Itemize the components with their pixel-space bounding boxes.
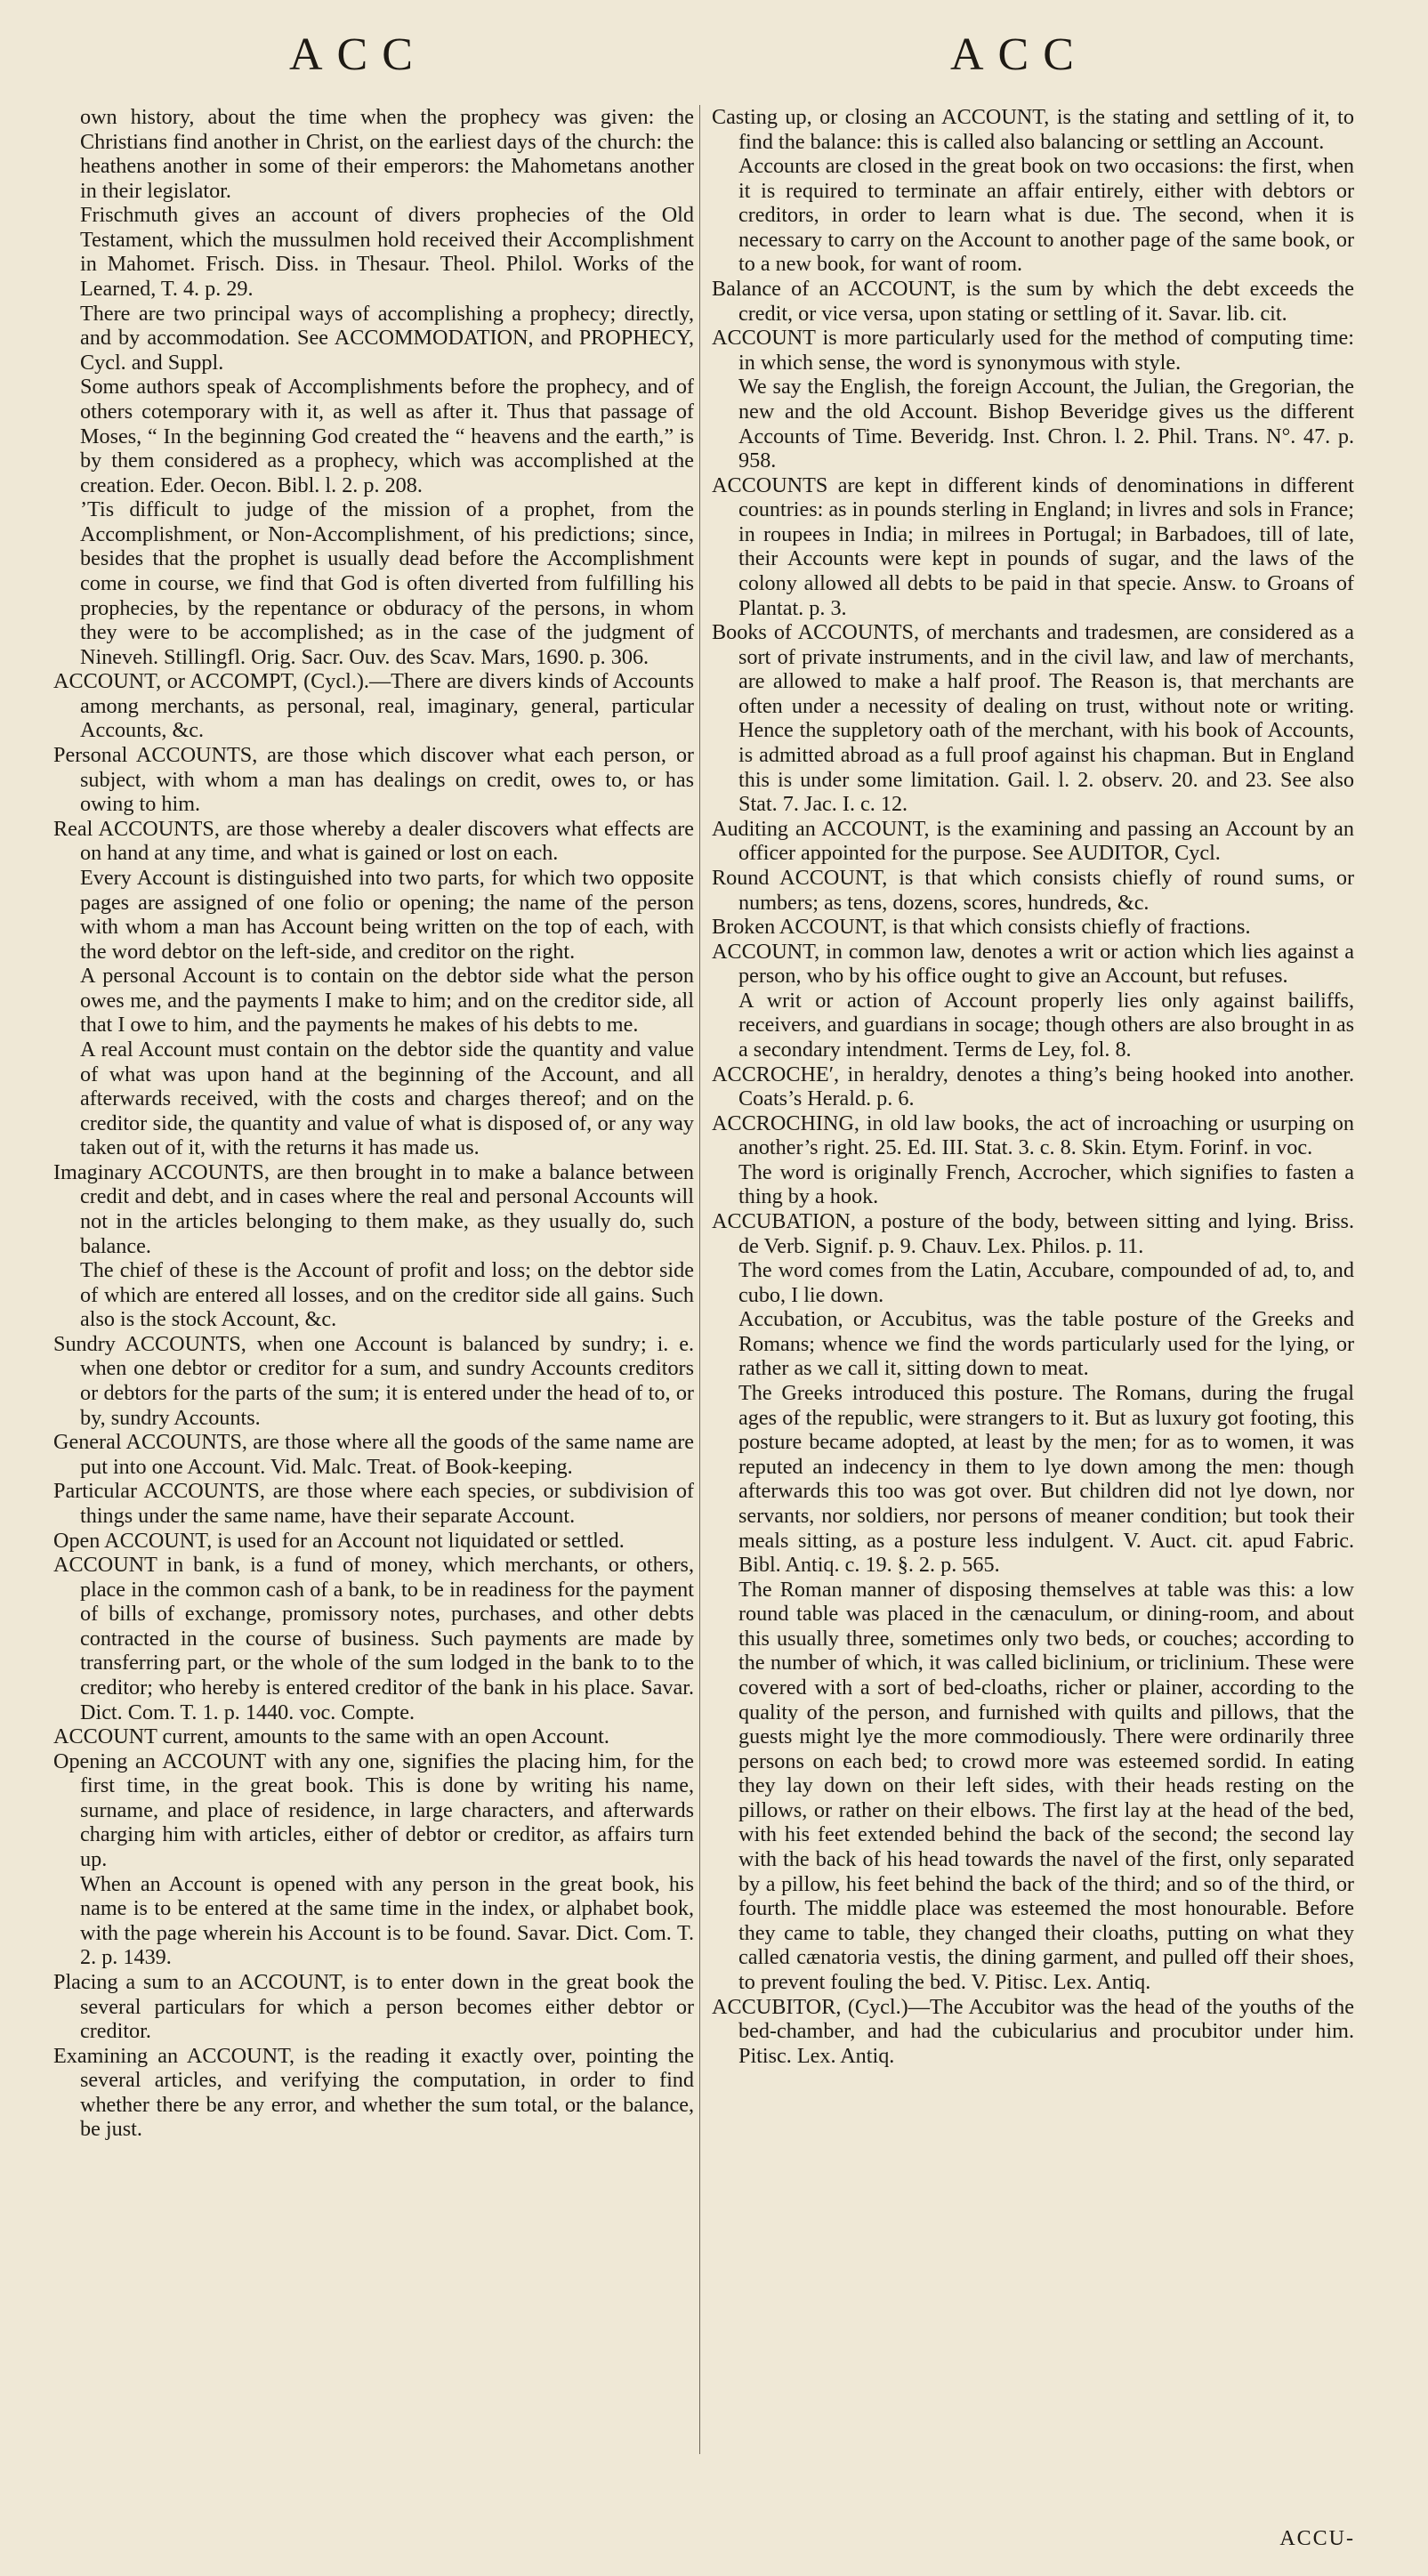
entry-paragraph: Some authors speak of Accomplishments before the prophecy, and of others cotemporary with it, as well as after it. Thus that passage of Moses, “ In the beginning God created the “ heavens and the earth,” is by them considered as a prophecy, which was accomplished at the creation. Eder. Oecon. Bibl. l. 2. p. 208. <box>80 375 694 497</box>
dictionary-entry: ACCUBATION, a posture of the body, between sitting and lying. Briss. de Verb. Signif. p. 9. Chauv. Lex. Philos. p. 11. <box>712 1209 1354 1258</box>
entry-paragraph: A real Account must contain on the debtor side the quantity and value of what was upon hand at the beginning of the Account, and all afterwards received, with the costs and charges thereof; and on the creditor side, the quantity and value of what is disposed of, or any way taken out of it, with the returns it has made us. <box>80 1037 694 1160</box>
entry-paragraph: Accounts are closed in the great book on two occasions: the first, when it is required to terminate an affair entirely, either with debtors or creditors, in order to learn what is due. The second, when it is necessary to carry on the Account to another page of the same book, or to a new book, for want of room. <box>738 154 1354 277</box>
entry-paragraph: A personal Account is to contain on the debtor side what the person owes me, and the payments I make to him; and on the creditor side, all that I owe to him, and the payments he makes of his debts to me. <box>80 964 694 1038</box>
dictionary-entry: ACCOUNT, in common law, denotes a writ or action which lies against a person, who by his office ought to give an Account, but refuses. <box>712 939 1354 989</box>
catchword: ACCU- <box>1279 2527 1355 2550</box>
dictionary-entry: Casting up, or closing an ACCOUNT, is the stating and settling of it, to find the balance: this is called also balancing or settling an Account. <box>712 105 1354 154</box>
entry-paragraph: Frischmuth gives an account of divers prophecies of the Old Testament, which the mussulmen hold received their Accomplishment in Mahomet. Frisch. Diss. in Thesaur. Theol. Philol. Works of the Learned, T. 4. p. 29. <box>80 203 694 302</box>
dictionary-entry: ACCROCHE′, in heraldry, denotes a thing’s being hooked into another. Coats’s Herald. p. 6. <box>712 1062 1354 1111</box>
dictionary-entry: Personal ACCOUNTS, are those which discover what each person, or subject, with whom a man has dealings on credit, owes to, or has owing to him. <box>53 743 694 817</box>
entry-paragraph: The chief of these is the Account of profit and loss; on the debtor side of which are entered all losses, and on the creditor side all gains. Such also is the stock Account, &c. <box>80 1258 694 1332</box>
dictionary-entry: ACCUBITOR, (Cycl.)—The Accubitor was the head of the youths of the bed-chamber, and had the cubicularius and procubitor under him. Pitisc. Lex. Antiq. <box>712 1994 1354 2068</box>
entry-paragraph: ’Tis difficult to judge of the mission of a prophet, from the Accomplishment, or Non-Accomplishment, of his predictions; since, besides that the prophet is usually dead before the Accomplishment come in course, we find that God is often diverted from fulfilling his prophecies, by the repentance or obduracy of the persons, in whom they were to be accomplished; as in the case of the judgment of Nineveh. Stillingfl. Orig. Sacr. Ouv. des Scav. Mars, 1690. p. 306. <box>80 497 694 669</box>
dictionary-entry: Open ACCOUNT, is used for an Account not liquidated or settled. <box>53 1528 625 1553</box>
dictionary-entry: Real ACCOUNTS, are those whereby a dealer discovers what effects are on hand at any time, and what is gained or lost on each. <box>53 816 694 866</box>
dictionary-entry: Particular ACCOUNTS, are those where each species, or subdivision of things under the same name, have their separate Account. <box>53 1479 694 1528</box>
dictionary-entry: Imaginary ACCOUNTS, are then brought in to make a balance between credit and debt, and in cases where the real and personal Accounts will not in the articles belonging to them make, as they usually do, such balance. <box>53 1159 694 1258</box>
running-head-right: ACC <box>950 29 1088 80</box>
entry-paragraph: We say the English, the foreign Account, the Julian, the Gregorian, the new and the old Account. Bishop Beveridge gives us the different Accounts of Time. Beveridg. Inst. Chron. l. 2. Phil. Trans. N°. 47. p. 958. <box>738 375 1354 473</box>
dictionary-entry: Sundry ACCOUNTS, when one Account is balanced by sundry; i. e. when one debtor or creditor for a sum, and sundry Accounts creditors or debtors for the parts of the sum; it is entered under the head of to, or by, sundry Accounts. <box>53 1331 694 1430</box>
entry-paragraph: When an Account is opened with any person in the great book, his name is to be entered at the same time in the index, or alphabet book, with the page wherein his Account is to be found. Savar. Dict. Com. T. 2. p. 1439. <box>80 1871 694 1970</box>
dictionary-entry: Opening an ACCOUNT with any one, signifies the placing him, for the first time, in the great book. This is done by writing his name, surname, and place of residence, in large characters, and afterwards charging him with articles, either of debtor or creditor, as affairs turn up. <box>53 1748 694 1872</box>
dictionary-entry: ACCROCHING, in old law books, the act of incroaching or usurping on another’s right. 25. Ed. III. Stat. 3. c. 8. Skin. Etym. Forinf. in voc. <box>712 1110 1354 1160</box>
left-column <box>53 105 694 2142</box>
entry-paragraph: The word is originally French, Accrocher, which signifies to fasten a thing by a hook. <box>738 1159 1354 1209</box>
dictionary-entry: Auditing an ACCOUNT, is the examining and passing an Account by an officer appointed for the purpose. See AUDITOR, Cycl. <box>712 816 1354 866</box>
entry-paragraph: own history, about the time when the prophecy was given: the Christians find another in Christ, on the earliest days of the church: the heathens another in some of their emperors: the Mahometans another in their legislator. <box>80 105 694 203</box>
dictionary-entry: General ACCOUNTS, are those where all the goods of the same name are put into one Account. Vid. Malc. Treat. of Book-keeping. <box>53 1430 694 1479</box>
entry-paragraph: The Roman manner of disposing themselves at table was this: a low round table was placed in the cænaculum, or dining-room, and about this usually three, sometimes only two beds, or couches; according to the number of which, it was called biclinium, or triclinium. These were covered with a sort of bed-cloaths, richer or plainer, according to the quality of the person, and furnished with quilts and pillows, that the guests might lye the more commodiously. There were ordinarily three persons on each bed; to crowd more was esteemed sordid. In eating they lay down on their left sides, with their heads resting on the pillows, or rather on their elbows. The first lay at the head of the bed, with his feet extended behind the back of the second; the second lay with the back of his head towards the navel of the first, only separated by a pillow, his feet behind the back of the third; and so of the third, or fourth. The middle place was esteemed the most honourable. Before they came to table, they changed their cloaths, putting on what they called cænatoria vestis, the dining garment, and pulled off their shoes, to prevent fouling the bed. V. Pitisc. Lex. Antiq. <box>738 1577 1354 1994</box>
entry-paragraph: The word comes from the Latin, Accubare, compounded of ad, to, and cubo, I lie down. <box>738 1258 1354 1307</box>
entry-paragraph: The Greeks introduced this posture. The Romans, during the frugal ages of the republic, were strangers to it. But as luxury got footing, this posture became adopted, at least by the men; for as to women, it was reputed an indecency in them to lye down among the men: though afterwards this too was got over. But children did not lye down, nor servants, nor soldiers, nor persons of meaner condition; but took their meals sitting, as a posture less indulgent. V. Auct. cit. apud Fabric. Bibl. Antiq. c. 19. §. 2. p. 565. <box>738 1381 1354 1578</box>
entry-paragraph: A writ or action of Account properly lies only against bailiffs, receivers, and guardians in socage; though others are also brought in as a secondary intendment. Terms de Ley, fol. 8. <box>738 988 1354 1062</box>
dictionary-entry: ACCOUNT is more particularly used for the method of computing time: in which sense, the word is synonymous with style. <box>712 326 1354 375</box>
dictionary-entry: Round ACCOUNT, is that which consists chiefly of round sums, or numbers; as tens, dozens, scores, hundreds, &c. <box>712 865 1354 915</box>
dictionary-entry: Examining an ACCOUNT, is the reading it exactly over, pointing the several articles, and verifying the computation, in order to find whether there be any error, and whether the sum total, or the balance, be just. <box>53 2043 694 2142</box>
entry-paragraph: Every Account is distinguished into two parts, for which two opposite pages are assigned of one folio or opening; the name of the person with whom a man has Account being written on the top of each, with the word debtor on the left-side, and creditor on the right. <box>80 865 694 964</box>
dictionary-entry: Books of ACCOUNTS, of merchants and tradesmen, are considered as a sort of private instruments, and in the civil law, and law of merchants, are allowed to make a half proof. The Reason is, that merchants are often under a necessity of dealing on trust, without note or writing. Hence the suppletory oath of the merchant, with his book of Accounts, is admitted abroad as a full proof against his chapman. But in England this is under some limitation. Gail. l. 2. observ. 20. and 23. See also Stat. 7. Jac. I. c. 12. <box>712 620 1354 817</box>
dictionary-entry: ACCOUNT current, amounts to the same with an open Account. <box>53 1724 609 1749</box>
dictionary-entry: ACCOUNTS are kept in different kinds of denominations in different countries: as in pounds sterling in England; in livres and sols in France; in roupees in India; in milrees in Portugal; in Barbadoes, till of late, their Accounts were kept in pounds of sugar, and the laws of the colony allowed all debts to be paid in that specie. Answ. to Groans of Plantat. p. 3. <box>712 472 1354 620</box>
right-column <box>712 105 1354 2068</box>
running-head-left: ACC <box>289 29 427 80</box>
dictionary-entry: ACCOUNT in bank, is a fund of money, which merchants, or others, place in the common cash of a bank, to be in readiness for the payment of bills of exchange, promissory notes, purchases, and other debts contracted in the course of business. Such payments are made by transferring part, or the whole of the sum lodged in the bank to to the creditor; who hereby is entered creditor of the bank in his place. Savar. Dict. Com. T. 1. p. 1440. voc. Compte. <box>53 1553 694 1724</box>
dictionary-entry: Balance of an ACCOUNT, is the sum by which the debt exceeds the credit, or vice versa, upon stating or settling of it. Savar. lib. cit. <box>712 277 1354 326</box>
entry-paragraph: There are two principal ways of accomplishing a prophecy; directly, and by accommodation. See ACCOMMODATION, and PROPHECY, Cycl. and Suppl. <box>80 301 694 375</box>
entry-paragraph: Accubation, or Accubitus, was the table posture of the Greeks and Romans; whence we find the words particularly used for the lying, or rather as we call it, sitting down to meat. <box>738 1307 1354 1381</box>
column-divider <box>699 105 700 2454</box>
dictionary-entry: Broken ACCOUNT, is that which consists chiefly of fractions. <box>712 915 1251 940</box>
dictionary-entry: Placing a sum to an ACCOUNT, is to enter down in the great book the several particulars for which a person becomes either debtor or creditor. <box>53 1969 694 2044</box>
dictionary-entry: ACCOUNT, or ACCOMPT, (Cycl.).—There are divers kinds of Accounts among merchants, as personal, real, imaginary, general, particular Accounts, &c. <box>53 669 694 743</box>
